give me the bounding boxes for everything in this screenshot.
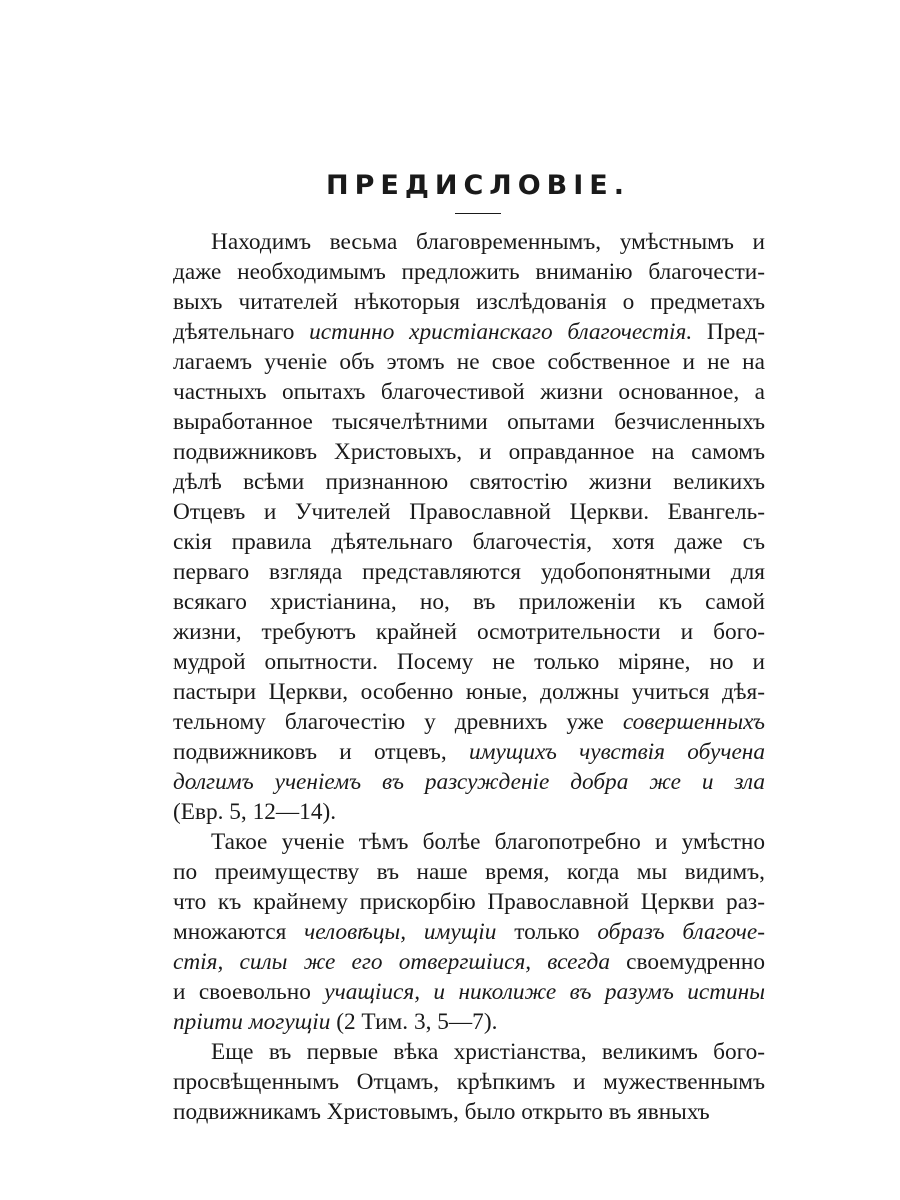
italic-text: совершенныхъ xyxy=(622,709,765,735)
text-line xyxy=(173,827,765,857)
italic-text: человѣцы, имущіи xyxy=(304,919,497,945)
text-line xyxy=(173,377,765,407)
text-line xyxy=(173,557,765,587)
text-segment: и своевольно xyxy=(173,979,325,1005)
italic-text: истинно христіанскаго благочестія. xyxy=(309,319,693,345)
text-segment: всякаго христіанина, но, въ приложеніи къ самой xyxy=(173,589,765,615)
text-segment: даже необходимымъ предложить вниманію благочести- xyxy=(173,259,765,285)
text-line xyxy=(173,467,765,497)
text-segment: скія правила дѣятельнаго благочестія, хотя даже съ xyxy=(173,529,765,555)
text-line xyxy=(173,437,765,467)
italic-text: имущихъ чувствія обучена xyxy=(468,739,766,765)
text-segment: перваго взгляда представляются удобопонятными для xyxy=(173,559,765,585)
text-line xyxy=(173,917,765,947)
text-line xyxy=(173,767,765,797)
text-segment: дѣлѣ всѣми признанною святостію жизни великихъ xyxy=(173,469,765,495)
text-line xyxy=(173,737,765,767)
text-line xyxy=(173,647,765,677)
paragraph xyxy=(173,227,765,827)
text-line xyxy=(173,227,765,257)
paragraph xyxy=(173,827,765,1037)
text-segment: своемудренно xyxy=(610,949,765,975)
text-segment: мудрой опытности. Посему не только міряне, но и xyxy=(173,649,765,675)
text-line xyxy=(173,287,765,317)
book-page xyxy=(173,168,765,1127)
text-line xyxy=(173,887,765,917)
text-segment: Еще въ первые вѣка христіанства, великимъ бого- xyxy=(211,1039,765,1065)
text-line xyxy=(173,617,765,647)
text-segment: частныхъ опытахъ благочестивой жизни основанное, а xyxy=(173,379,765,405)
text-line xyxy=(173,527,765,557)
text-segment: Отцевъ и Учителей Православной Церкви. Евангель- xyxy=(173,499,765,525)
text-segment: подвижниковъ и отцевъ, xyxy=(173,739,469,765)
text-segment: лагаемъ ученіе объ этомъ не свое собственное и не на xyxy=(173,349,765,375)
text-line xyxy=(173,977,765,1007)
text-segment: тельному благочестію у древнихъ уже xyxy=(173,709,623,735)
italic-text: пріити могущіи xyxy=(173,1009,331,1035)
text-segment: Такое ученіе тѣмъ болѣе благопотребно и умѣстно xyxy=(211,829,765,855)
text-line xyxy=(173,347,765,377)
text-segment: что къ крайнему прискорбію Православной Церкви раз- xyxy=(173,889,765,915)
title-divider xyxy=(455,213,501,214)
text-line xyxy=(173,317,765,347)
text-segment: подвижникамъ Христовымъ, было открыто въ явныхъ xyxy=(173,1099,710,1125)
text-line xyxy=(173,407,765,437)
page-title: ПРЕДИСЛОВІЕ. xyxy=(326,170,630,201)
italic-text: образъ благоче- xyxy=(597,919,765,945)
text-segment: (2 Тим. 3, 5—7). xyxy=(330,1009,498,1035)
italic-text: стія, силы же его отвергшіися, всегда xyxy=(173,949,610,975)
text-line xyxy=(173,1097,765,1127)
text-line xyxy=(173,1007,765,1037)
text-segment: дѣятельнаго xyxy=(173,319,310,345)
text-segment: только xyxy=(496,919,598,945)
text-line xyxy=(173,707,765,737)
italic-text: учащіися, и николиже въ разумъ истины xyxy=(324,979,765,1005)
text-line xyxy=(173,497,765,527)
paragraph xyxy=(173,1037,765,1127)
text-line xyxy=(173,1037,765,1067)
text-segment: просвѣщеннымъ Отцамъ, крѣпкимъ и мужественнымъ xyxy=(173,1069,765,1095)
text-segment: жизни, требуютъ крайней осмотрительности и бого- xyxy=(173,619,765,645)
text-line xyxy=(173,257,765,287)
italic-text: долгимъ ученіемъ въ разсужденіе добра же и зла xyxy=(173,769,765,795)
text-line xyxy=(173,587,765,617)
text-line xyxy=(173,857,765,887)
text-segment: (Евр. 5, 12—14). xyxy=(173,799,337,825)
text-segment: выработанное тысячелѣтними опытами безчисленныхъ xyxy=(173,409,765,435)
text-line xyxy=(173,797,765,827)
body-text xyxy=(173,227,765,1127)
text-line xyxy=(173,1067,765,1097)
text-segment: Находимъ весьма благовременнымъ, умѣстнымъ и xyxy=(211,229,765,255)
text-segment: пастыри Церкви, особенно юные, должны учиться дѣя- xyxy=(173,679,765,705)
text-segment: выхъ читателей нѣкоторыя изслѣдованія о предметахъ xyxy=(173,289,765,315)
text-line xyxy=(173,677,765,707)
text-segment: подвижниковъ Христовыхъ, и оправданное на самомъ xyxy=(173,439,765,465)
text-segment: по преимуществу въ наше время, когда мы видимъ, xyxy=(173,859,765,885)
text-line xyxy=(173,947,765,977)
text-segment: Пред- xyxy=(692,319,765,345)
text-segment: множаются xyxy=(173,919,305,945)
